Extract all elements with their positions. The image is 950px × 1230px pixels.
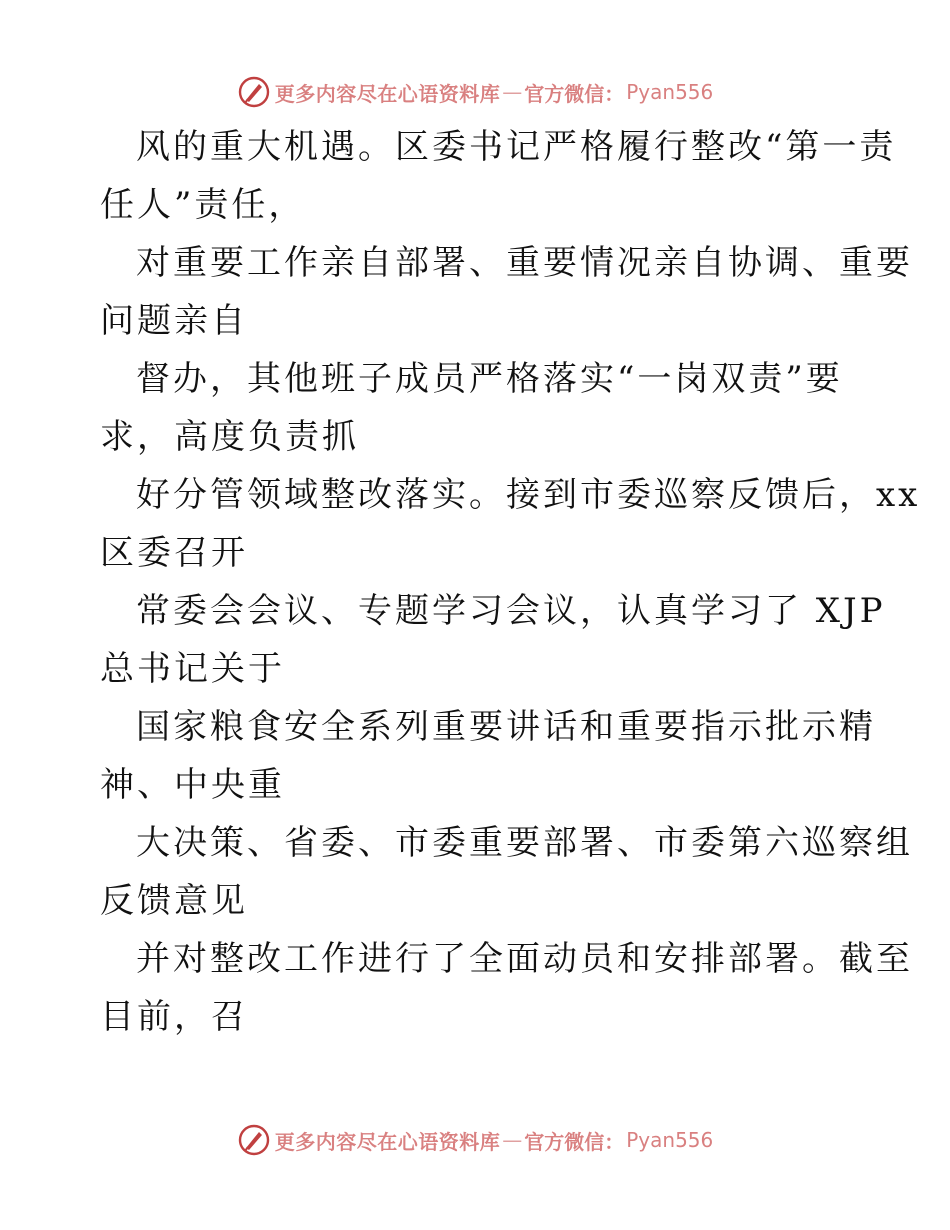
header-wechat-id: Pyan556: [626, 80, 714, 104]
text-line: 大决策、省委、市委重要部署、市委第六巡察组: [136, 823, 913, 863]
text-line: 督办，其他班子成员严格落实“一岗双责”要: [136, 359, 843, 399]
footer-wechat-label: 官方微信：: [524, 1129, 625, 1154]
text-line: 好分管领域整改落实。接到市委巡察反馈后，xx: [136, 475, 921, 515]
quill-pen-logo-icon: [237, 1123, 271, 1157]
quill-pen-logo-icon: [237, 75, 271, 109]
document-body: [100, 118, 921, 1046]
header-watermark: [0, 70, 950, 114]
text-line: 目前，召: [100, 997, 248, 1037]
text-line: 风的重大机遇。区委书记严格履行整改“第一责: [136, 127, 897, 167]
text-line: 常委会会议、专题学习会议，认真学习了 XJP: [136, 591, 886, 631]
text-line: 求，高度负责抓: [100, 417, 359, 457]
footer-dash: —: [502, 1128, 523, 1152]
text-line: 神、中央重: [100, 765, 285, 805]
header-brand-text: 更多内容尽在心语资料库: [274, 81, 501, 106]
text-line: 反馈意见: [100, 881, 248, 921]
text-line: 任人”责任，: [100, 185, 306, 225]
text-line: 总书记关于: [100, 649, 285, 689]
footer-watermark: [0, 1118, 950, 1162]
footer-wechat-id: Pyan556: [626, 1128, 714, 1152]
footer-brand-text: 更多内容尽在心语资料库: [274, 1129, 501, 1154]
header-wechat-label: 官方微信：: [524, 81, 625, 106]
text-line: 并对整改工作进行了全面动员和安排部署。截至: [136, 939, 913, 979]
text-line: 区委召开: [100, 533, 248, 573]
header-dash: —: [502, 80, 523, 104]
text-line: 对重要工作亲自部署、重要情况亲自协调、重要: [136, 243, 913, 283]
text-line: 问题亲自: [100, 301, 248, 341]
text-line: 国家粮食安全系列重要讲话和重要指示批示精: [136, 707, 876, 747]
